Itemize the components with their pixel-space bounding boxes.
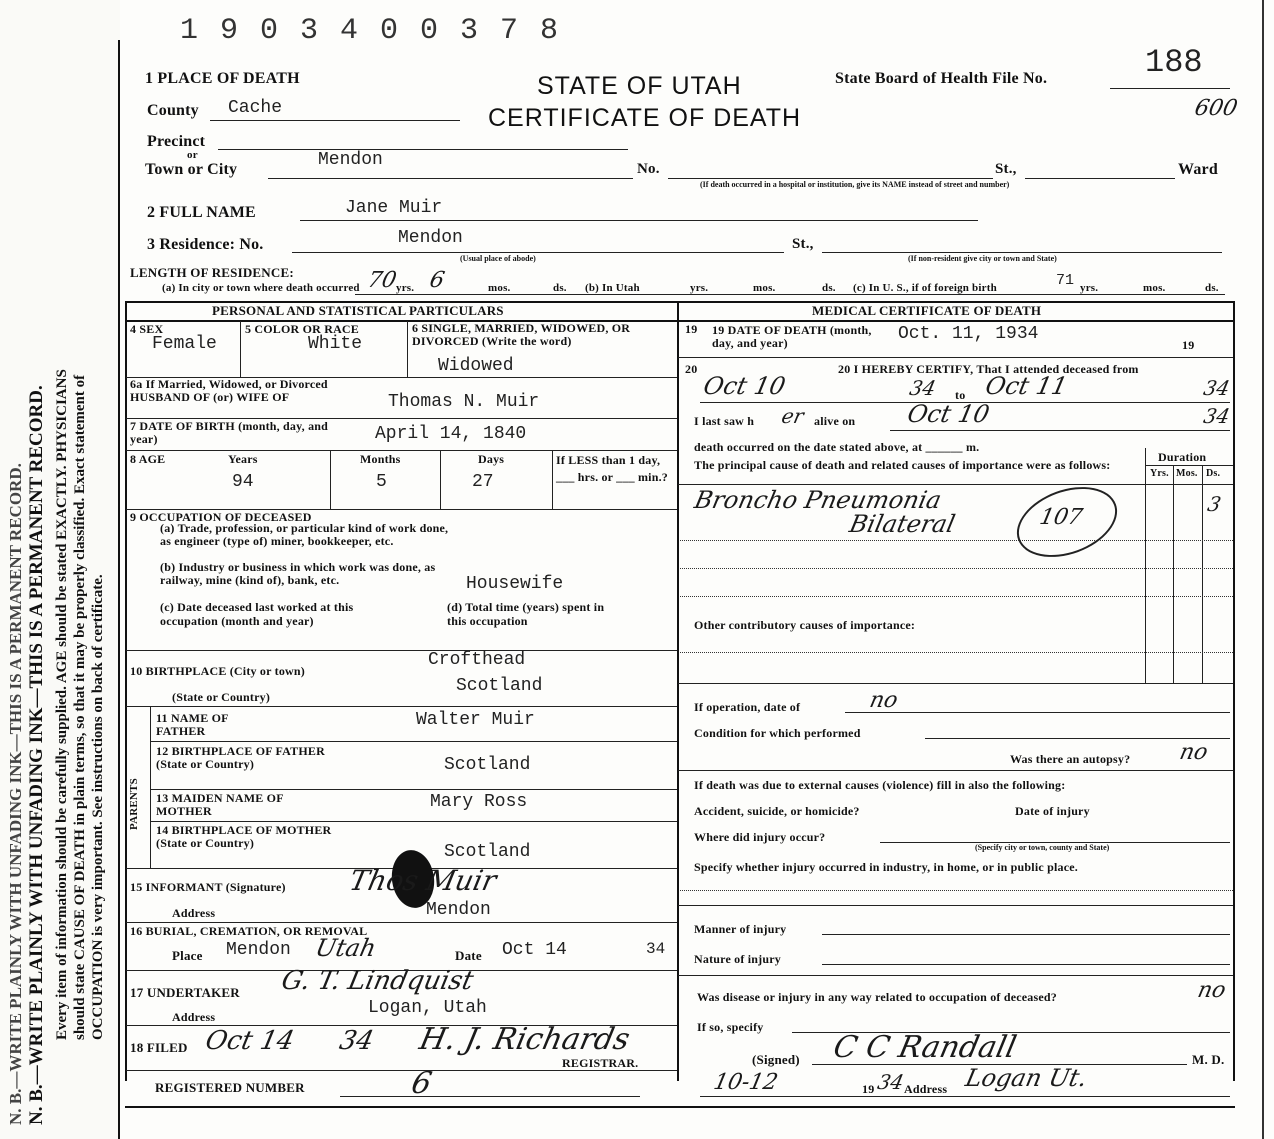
duration-col-3 xyxy=(1202,465,1203,683)
signed-date-value: 10-12 xyxy=(711,1070,781,1095)
margin-rule xyxy=(118,40,120,1139)
dod-value: Oct. 11, 1934 xyxy=(898,324,1039,344)
margin-note-instructions-2: should state CAUSE OF DEATH in plain terms, so that it may be properly classified. Exact statement of xyxy=(72,374,88,1040)
physician-address-value: Logan Ut. xyxy=(963,1064,1090,1092)
last-saw-line xyxy=(890,430,1230,431)
attended-to-year: 34 xyxy=(1201,376,1233,400)
residence-line xyxy=(292,252,784,253)
residence-years-value: 70 xyxy=(365,268,399,293)
full-name-label: 2 FULL NAME xyxy=(147,204,256,221)
alive-on-label: alive on xyxy=(814,414,856,428)
autopsy-label: Was there an autopsy? xyxy=(1010,752,1131,766)
manner-line xyxy=(822,934,1230,935)
sex-value: Female xyxy=(152,334,217,354)
dod-nineteen: 19 xyxy=(1182,338,1195,352)
operation-line xyxy=(845,712,1230,713)
med-rule-4 xyxy=(678,905,1233,906)
undertaker-label: 17 UNDERTAKER xyxy=(130,985,240,1000)
age-months-value: 5 xyxy=(376,472,387,492)
informant-signature: Thos Muir xyxy=(346,864,500,897)
age-years-label: Years xyxy=(228,452,258,466)
residence-ds-label: ds. xyxy=(553,282,567,294)
condition-line xyxy=(925,738,1230,739)
dob-value: April 14, 1840 xyxy=(375,424,527,444)
residence-st-label: St., xyxy=(792,236,814,252)
burial-place-label: Place xyxy=(172,948,203,963)
row-rule-3 xyxy=(126,450,677,451)
parents-divider xyxy=(150,706,151,868)
registered-number-line xyxy=(340,1096,640,1097)
ward-line xyxy=(1025,178,1175,179)
last-saw-value: Oct 10 xyxy=(905,400,992,428)
registrar-label: REGISTRAR. xyxy=(562,1056,639,1070)
injury-rule-1 xyxy=(680,890,1233,891)
md-label: M. D. xyxy=(1192,1052,1225,1067)
manner-label: Manner of injury xyxy=(694,922,787,936)
color-label: 5 COLOR OR RACE xyxy=(245,322,360,336)
or-label: or xyxy=(187,149,198,161)
father-birthplace-value: Scotland xyxy=(444,755,531,775)
town-line xyxy=(268,178,633,179)
informant-label: 15 INFORMANT (Signature) xyxy=(130,880,286,894)
row-rule-14 xyxy=(126,1070,677,1071)
death-occurred-label: death occurred on the date stated above, at ______ m. xyxy=(694,440,980,454)
med-rule-1 xyxy=(678,357,1233,358)
margin-instructions xyxy=(0,0,120,1139)
filed-year-value: 34 xyxy=(336,1026,377,1056)
spouse-label: 6a If Married, Widowed, or Divorced HUSBAND OF (or) WIFE OF xyxy=(130,377,328,404)
county-line xyxy=(210,120,460,121)
age-days-value: 27 xyxy=(472,472,494,492)
marital-label: 6 SINGLE, MARRIED, WIDOWED, OR DIVORCED (Write the word) xyxy=(412,321,631,348)
where-label: Where did injury occur? xyxy=(694,830,826,844)
precinct-line xyxy=(218,149,628,150)
precinct-label: Precinct xyxy=(147,133,206,150)
duration-label: Duration xyxy=(1158,450,1207,464)
dod-number: 19 xyxy=(685,322,698,336)
utah-yrs-label: yrs. xyxy=(690,282,709,294)
st-label: St., xyxy=(995,161,1017,177)
no-label: No. xyxy=(637,161,660,177)
physician-signature: C C Randall xyxy=(830,1030,1020,1065)
margin-note-faded: N. B.—WRITE PLAINLY WITH UNFADING INK—THIS IS A PERMANENT RECORD. xyxy=(6,463,25,1125)
row-rule-11 xyxy=(126,922,677,923)
father-name-value: Walter Muir xyxy=(416,710,535,730)
length-residence-label: LENGTH OF RESIDENCE: xyxy=(130,265,294,280)
cause-rule-4 xyxy=(680,652,1233,653)
occupation-d-label: (d) Total time (years) spent in this occupation xyxy=(447,600,605,628)
title-state: STATE OF UTAH xyxy=(537,72,742,100)
age-divider-3 xyxy=(552,451,553,509)
dod-label: 19 DATE OF DEATH (month, day, and year) xyxy=(712,323,872,350)
row-rule-9 xyxy=(150,821,677,822)
age-less-label: If LESS than 1 day, ___ hrs. or ___ min.? xyxy=(556,453,668,484)
medical-heading: MEDICAL CERTIFICATE OF DEATH xyxy=(812,303,1042,318)
certify-number: 20 xyxy=(685,362,698,376)
cause-secondary: Bilateral xyxy=(847,510,958,538)
nonresident-note: (If non-resident give city or town and State) xyxy=(908,254,1057,263)
margin-note-instructions-3: OCCUPATION is very important. See instructions on back of certificate. xyxy=(90,574,106,1040)
table-bottom-rule xyxy=(125,1106,1235,1108)
cause-rule-0 xyxy=(678,484,1233,485)
nature-label: Nature of injury xyxy=(694,952,781,966)
sex-divider xyxy=(240,321,241,377)
color-divider xyxy=(407,321,408,377)
physician-address-line xyxy=(700,1096,1230,1097)
condition-label: Condition for which performed xyxy=(694,726,861,740)
undertaker-address-label: Address xyxy=(172,1010,216,1024)
external-causes-label: If death was due to external causes (violence) fill in also the following: xyxy=(694,778,1066,792)
file-hand-note: 600 xyxy=(1192,96,1240,121)
cause-rule-1 xyxy=(680,540,1233,541)
us-years-value: 71 xyxy=(1056,272,1075,289)
age-years-value: 94 xyxy=(232,472,254,492)
father-name-label: 11 NAME OF FATHER xyxy=(156,711,229,738)
occupation-value: Housewife xyxy=(466,574,564,594)
burial-place-state: Utah xyxy=(313,934,379,962)
operation-label: If operation, date of xyxy=(694,700,801,714)
attended-from-year: 34 xyxy=(907,376,939,400)
other-causes-label: Other contributory causes of importance: xyxy=(694,618,916,632)
accident-label: Accident, suicide, or homicide? xyxy=(694,804,860,818)
residence-mos-label: mos. xyxy=(488,282,511,294)
operation-value: no xyxy=(867,688,901,713)
place-of-death-label: 1 PLACE OF DEATH xyxy=(145,70,300,87)
page-right-edge xyxy=(1262,0,1264,1139)
residence-length-line xyxy=(355,294,1225,295)
duration-yrs: Yrs. xyxy=(1150,468,1169,479)
residence-yrs-label: yrs. xyxy=(396,282,415,294)
last-saw-year: 34 xyxy=(1201,404,1233,428)
father-birthplace-label: 12 BIRTHPLACE OF FATHER (State or Country) xyxy=(156,744,325,771)
registrar-signature: H. J. Richards xyxy=(416,1022,633,1057)
filed-date-value: Oct 14 xyxy=(202,1026,297,1056)
age-label: 8 AGE xyxy=(130,452,166,466)
age-months-label: Months xyxy=(360,452,401,466)
margin-note-instructions-1: Every item of information should be carefully supplied. AGE should be stated EXACTLY. PHYSICIANS xyxy=(54,369,70,1040)
injury-date-label: Date of injury xyxy=(1015,804,1090,818)
row-rule-6 xyxy=(126,706,677,707)
burial-label: 16 BURIAL, CREMATION, OR REMOVAL xyxy=(130,924,368,938)
town-value: Mendon xyxy=(318,150,383,170)
residence-months-value: 6 xyxy=(427,268,447,293)
mother-name-label: 13 MAIDEN NAME OF MOTHER xyxy=(156,791,284,818)
attended-from-value: Oct 10 xyxy=(701,372,788,400)
occupation-a-label: (a) Trade, profession, or particular kind of work done, as engineer (type of) miner, bookkeeper, etc. xyxy=(160,521,449,548)
town-label: Town or City xyxy=(145,161,238,178)
row-rule-7 xyxy=(150,741,677,742)
mother-birthplace-label: 14 BIRTHPLACE OF MOTHER (State or Country) xyxy=(156,823,332,850)
mother-name-value: Mary Ross xyxy=(430,792,528,812)
residence-label: 3 Residence: No. xyxy=(147,236,264,253)
birthplace-state-label: (State or Country) xyxy=(172,690,271,704)
file-no-line xyxy=(1110,88,1230,89)
duration-col-2 xyxy=(1173,465,1174,683)
parents-label: PARENTS xyxy=(128,778,140,830)
file-no-label: State Board of Health File No. xyxy=(835,70,1048,87)
informant-address-label: Address xyxy=(172,906,216,920)
serial-number: 1 9 0 3 4 0 0 3 7 8 xyxy=(180,14,561,48)
mother-birthplace-value: Scotland xyxy=(444,842,531,862)
last-saw-pronoun: er xyxy=(779,404,806,428)
filed-label: 18 FILED xyxy=(130,1040,188,1055)
residence-b-label: (b) In Utah xyxy=(585,282,640,294)
birthplace-label: 10 BIRTHPLACE (City or town) xyxy=(130,664,305,678)
residence-c-label: (c) In U. S., if of foreign birth xyxy=(853,282,997,294)
county-label: County xyxy=(147,102,199,119)
nature-line xyxy=(822,964,1230,965)
duration-days-value: 3 xyxy=(1205,492,1224,516)
autopsy-value: no xyxy=(1177,740,1211,765)
last-saw-label: I last saw h xyxy=(694,414,755,428)
burial-date-label: Date xyxy=(455,948,482,963)
usual-abode-note: (Usual place of abode) xyxy=(460,254,536,263)
us-ds-label: ds. xyxy=(1205,282,1219,294)
undertaker-signature: G. T. Lindquist xyxy=(278,966,477,996)
cause-code: 107 xyxy=(1037,505,1085,530)
duration-rule xyxy=(1145,465,1233,466)
med-rule-5 xyxy=(678,975,1233,976)
sex-label: 4 SEX xyxy=(130,322,164,336)
residence-st-line xyxy=(822,252,1222,253)
row-rule-8 xyxy=(150,789,677,790)
undertaker-address-value: Logan, Utah xyxy=(368,998,487,1018)
registered-number-label: REGISTERED NUMBER xyxy=(155,1080,305,1095)
med-rule-2 xyxy=(678,683,1233,684)
county-value: Cache xyxy=(228,98,283,118)
physician-address-label: Address xyxy=(904,1082,948,1096)
birthplace-town-value: Crofthead xyxy=(428,650,526,670)
signed-year-value: 34 xyxy=(875,1070,907,1094)
duration-mos: Mos. xyxy=(1176,468,1198,479)
duration-ds: Ds. xyxy=(1206,468,1221,479)
file-no-value: 188 xyxy=(1145,44,1203,81)
to-label: to xyxy=(955,388,966,402)
cause-rule-2 xyxy=(680,568,1233,569)
occupation-c-label: (c) Date deceased last worked at this occupation (month and year) xyxy=(160,600,354,628)
full-name-line xyxy=(300,220,978,221)
age-divider-1 xyxy=(330,451,331,509)
marital-value: Widowed xyxy=(438,356,514,376)
signed-nineteen: 19 xyxy=(862,1082,875,1096)
specify-injury-label: Specify whether injury occurred in industry, in home, or in public place. xyxy=(694,860,1078,874)
occupation-b-label: (b) Industry or business in which work was done, as railway, mine (kind of), bank, etc. xyxy=(160,560,436,587)
residence-a-label: (a) In city or town where death occurred xyxy=(162,282,360,294)
occupation-related-value: no xyxy=(1195,978,1229,1003)
burial-year-value: 34 xyxy=(646,940,666,958)
signed-label: (Signed) xyxy=(752,1052,800,1067)
hospital-note: (If death occurred in a hospital or institution, give its NAME instead of street and number) xyxy=(700,180,1010,189)
med-rule-3 xyxy=(678,770,1233,771)
margin-note-permanent: N. B.—WRITE PLAINLY WITH UNFADING INK—THIS IS A PERMANENT RECORD. xyxy=(26,385,47,1125)
if-so-label: If so, specify xyxy=(697,1020,764,1034)
cause-rule-3 xyxy=(680,596,1233,597)
table-center-rule xyxy=(677,301,679,1081)
color-value: White xyxy=(308,334,363,354)
informant-address-value: Mendon xyxy=(426,900,491,920)
personal-heading: PERSONAL AND STATISTICAL PARTICULARS xyxy=(212,303,504,318)
ward-label: Ward xyxy=(1178,161,1218,178)
certify-label: 20 I HEREBY CERTIFY, That I attended deceased from xyxy=(838,362,1139,376)
row-rule-5 xyxy=(126,650,677,651)
title-certificate: CERTIFICATE OF DEATH xyxy=(488,104,802,132)
street-line xyxy=(668,178,993,179)
dob-label: 7 DATE OF BIRTH (month, day, and year) xyxy=(130,419,329,446)
burial-place-value: Mendon xyxy=(226,940,291,960)
cause-label: The principal cause of death and related causes of importance were as follows: xyxy=(694,458,1111,472)
age-days-label: Days xyxy=(478,452,505,466)
us-yrs-label: yrs. xyxy=(1080,282,1099,294)
full-name-value: Jane Muir xyxy=(345,198,443,218)
spouse-value: Thomas N. Muir xyxy=(388,392,540,412)
where-note: (Specify city or town, county and State) xyxy=(975,843,1110,852)
occupation-related-label: Was disease or injury in any way related to occupation of deceased? xyxy=(697,990,1057,1004)
occupation-label: 9 OCCUPATION OF DECEASED xyxy=(130,510,312,524)
cause-primary: Broncho Pneumonia xyxy=(692,486,944,514)
residence-value: Mendon xyxy=(398,228,463,248)
birthplace-country-value: Scotland xyxy=(456,676,543,696)
burial-date-value: Oct 14 xyxy=(502,940,567,960)
utah-mos-label: mos. xyxy=(753,282,776,294)
table-right-rule xyxy=(1233,301,1235,1081)
age-divider-2 xyxy=(440,451,441,509)
us-mos-label: mos. xyxy=(1143,282,1166,294)
attended-to-value: Oct 11 xyxy=(983,372,1070,400)
registered-number-value: 6 xyxy=(408,1066,435,1101)
utah-ds-label: ds. xyxy=(822,282,836,294)
